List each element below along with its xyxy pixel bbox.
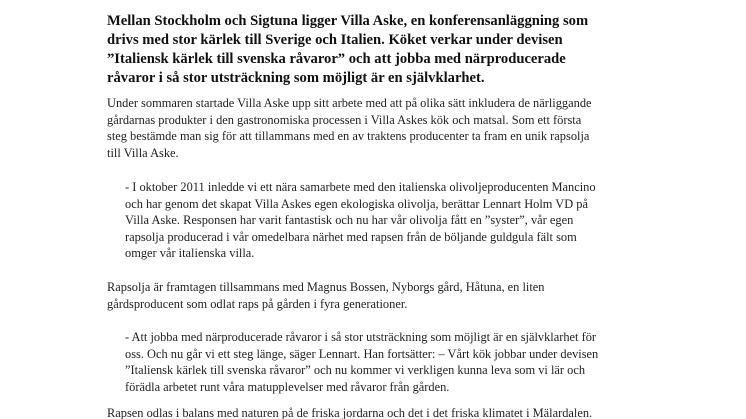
intro-paragraph: [107, 95, 592, 161]
quote-line: omger vår italienska villa.: [125, 246, 255, 261]
body-line: Rapsolja är framtagen tillsammans med Magnus Bossen, Nyborgs gård, Håtuna, en liten: [107, 280, 545, 294]
lead-line: råvaror i så stor utsträckning som möjligt är en självklarhet.: [107, 70, 485, 86]
lead-line: drivs med stor kärlek till Sverige och Italien. Köket verkar under devisen: [107, 32, 563, 48]
lead-line: ”Italiensk kärlek till svenska råvaror” och att jobba med närproducerade: [107, 51, 566, 67]
quote-paragraph-holm: [125, 179, 596, 262]
quote-line: och har genom det skapat Villa Askes egen ekologiska olivolja, berättar Lennart Holm VD på: [125, 196, 588, 211]
body-line: steg bestämde man sig för att tillammans med en av traktens producenter ta fram en unik rapsolja: [107, 129, 590, 144]
body-line: Rapsen odlas i balans med naturen på de friska jordarna och det i det friska klimatet i Mälardalen.: [107, 406, 593, 419]
producer-paragraph: [107, 279, 544, 312]
quote-line: ”Italiensk kärlek till svenska råvaror” och nu kommer vi verkligen kunna leva som vi lär och: [125, 363, 586, 378]
body-line: Under sommaren startade Villa Aske upp sitt arbete med att på olika sätt inkludera de närliggande: [107, 96, 592, 110]
quote-line: oss. Och nu går vi ett steg länge, säger Lennart. Han fortsätter: – Vårt kök jobbar under devisen: [125, 346, 599, 361]
lead-paragraph: [107, 12, 588, 88]
quote-line: - I oktober 2011 inledde vi ett nära samarbete med den italienska olivoljeproducenten Mancino: [125, 180, 596, 194]
quote-paragraph-lennart: [125, 329, 598, 395]
body-line: gårdsproducent som odlat raps på gården i fyra generationer.: [107, 296, 408, 311]
lead-line: Mellan Stockholm och Sigtuna ligger Villa Aske, en konferensanläggning som: [107, 13, 589, 29]
body-line: till Villa Aske.: [107, 145, 179, 160]
quote-line: rapsolja producerad i vår omedelbara närhet med rapsen från de böljande guldgula fält som: [125, 229, 577, 244]
closing-paragraph: [107, 405, 592, 419]
quote-line: - Att jobba med närproducerade råvaror i så stor utsträckning som möjligt är en självklarhet för: [125, 330, 597, 344]
quote-line: Villa Aske. Responsen har varit fantastisk och nu har vår olivolja fått en ”syster”, vår egen: [125, 213, 574, 228]
quote-line: förädla arbetet runt våra matupplevelser med råvaror från gården.: [125, 379, 450, 394]
body-line: gårdarnas produkter i den gastronomiska processen i Villa Askes kök och matsal. Som ett första: [107, 112, 582, 127]
